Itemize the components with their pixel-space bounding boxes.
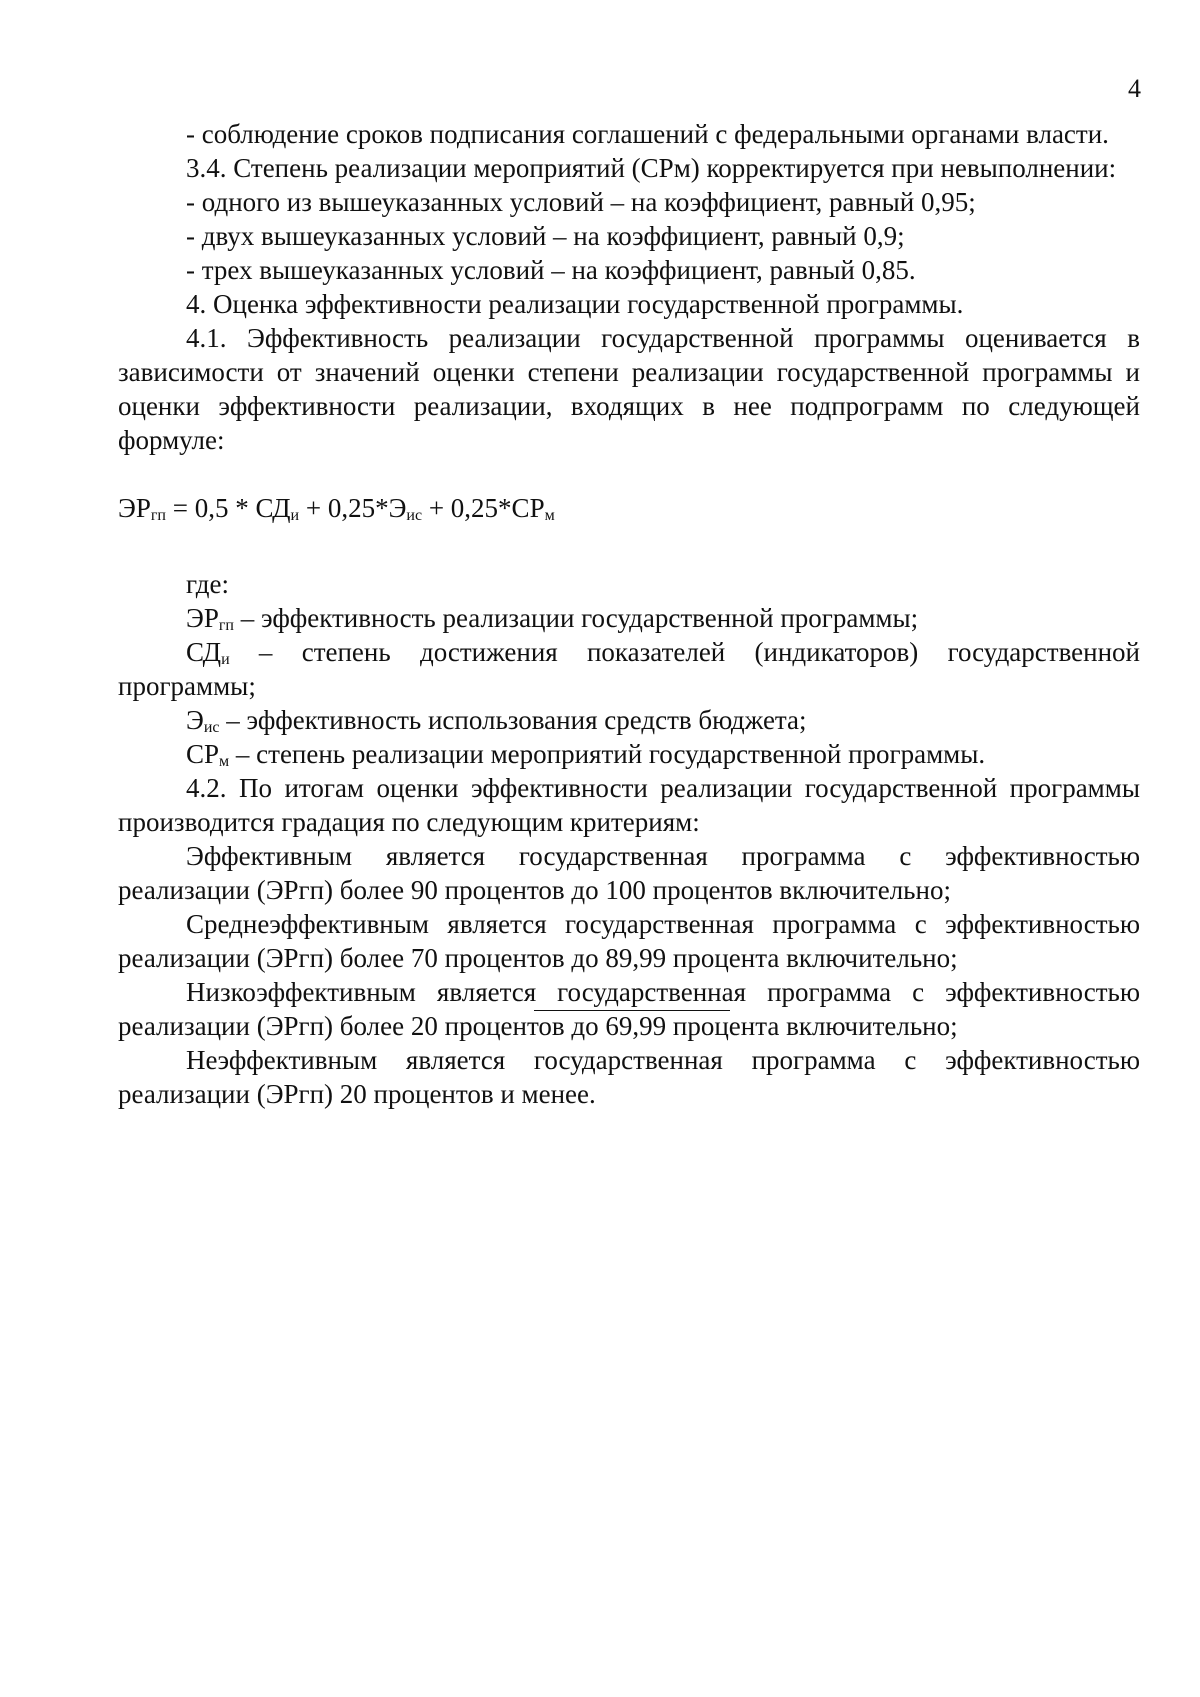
criterion-ineffective: Неэффективным является государственная программа с эффективностью реализации (ЭРгп) 20 процентов и менее.	[118, 1045, 1140, 1109]
formula-sr-sub: м	[544, 507, 555, 524]
definition-symbol-sub: м	[219, 753, 230, 770]
paragraph-one-condition: - одного из вышеуказанных условий – на коэффициент, равный 0,95;	[186, 187, 976, 217]
definition-text: – степень реализации мероприятий государственной программы.	[229, 739, 986, 769]
paragraph-two-conditions: - двух вышеуказанных условий – на коэффициент, равный 0,9;	[186, 221, 905, 251]
definition-eis	[118, 703, 1140, 737]
criterion-medium-effective: Среднеэффективным является государственная программа с эффективностью реализации (ЭРгп) более 70 процентов до 89,99 процента включительно;	[118, 909, 1140, 973]
definition-sdi	[118, 635, 1140, 703]
definition-symbol-sub: ис	[203, 719, 220, 736]
formula-lhs-sub: гп	[150, 507, 166, 524]
criterion-effective: Эффективным является государственная программа с эффективностью реализации (ЭРгп) более 90 процентов до 100 процентов включительно;	[118, 841, 1140, 905]
section-4-heading: 4. Оценка эффективности реализации государственной программы.	[186, 289, 964, 319]
definition-symbol-sub: гп	[218, 617, 234, 634]
formula-sd-sub: и	[290, 507, 300, 524]
paragraph-4-1: 4.1. Эффективность реализации государственной программы оценивается в зависимости от значений оценки степени реализации государственной программы и оценки эффективности реализации, входящих в нее подпрограмм по следующей формуле:	[118, 323, 1140, 455]
definition-srm	[118, 737, 1140, 771]
definition-text: – эффективность реализации государственной программы;	[233, 603, 919, 633]
definition-text: – эффективность использования средств бюджета;	[219, 705, 807, 735]
formula	[118, 491, 1140, 525]
paragraph-4-2: 4.2. По итогам оценки эффективности реализации государственной программы производится градация по следующим критериям:	[118, 773, 1140, 837]
definition-symbol-sub: и	[221, 651, 230, 668]
definition-symbol: СР	[186, 739, 220, 769]
definition-symbol: Э	[186, 705, 204, 735]
definition-ergp	[118, 601, 1140, 635]
formula-sd: = 0,5 * СД	[165, 493, 291, 523]
closing-rule-divider	[534, 1010, 730, 1011]
formula-sr: + 0,25*СР	[422, 493, 545, 523]
formula-e-sub: ис	[406, 507, 423, 524]
formula-e: + 0,25*Э	[299, 493, 407, 523]
formula-lhs: ЭР	[118, 493, 151, 523]
definition-symbol: СД	[186, 637, 222, 667]
criterion-low-effective: Низкоэффективным является государственная программа с эффективностью реализации (ЭРгп) более 20 процентов до 69,99 процента включительно;	[118, 977, 1140, 1041]
where-label: где:	[186, 569, 229, 599]
paragraph-three-conditions: - трех вышеуказанных условий – на коэффициент, равный 0,85.	[186, 255, 916, 285]
document-body	[118, 117, 1140, 1111]
definition-text: – степень достижения показателей (индикаторов) государственной программы;	[118, 637, 1140, 701]
definition-symbol: ЭР	[186, 603, 219, 633]
paragraph-deadlines: - соблюдение сроков подписания соглашений с федеральными органами власти.	[186, 119, 1109, 149]
paragraph-3-4: 3.4. Степень реализации мероприятий (СРм) корректируется при невыполнении:	[186, 153, 1117, 183]
page-number: 4	[1128, 74, 1141, 103]
